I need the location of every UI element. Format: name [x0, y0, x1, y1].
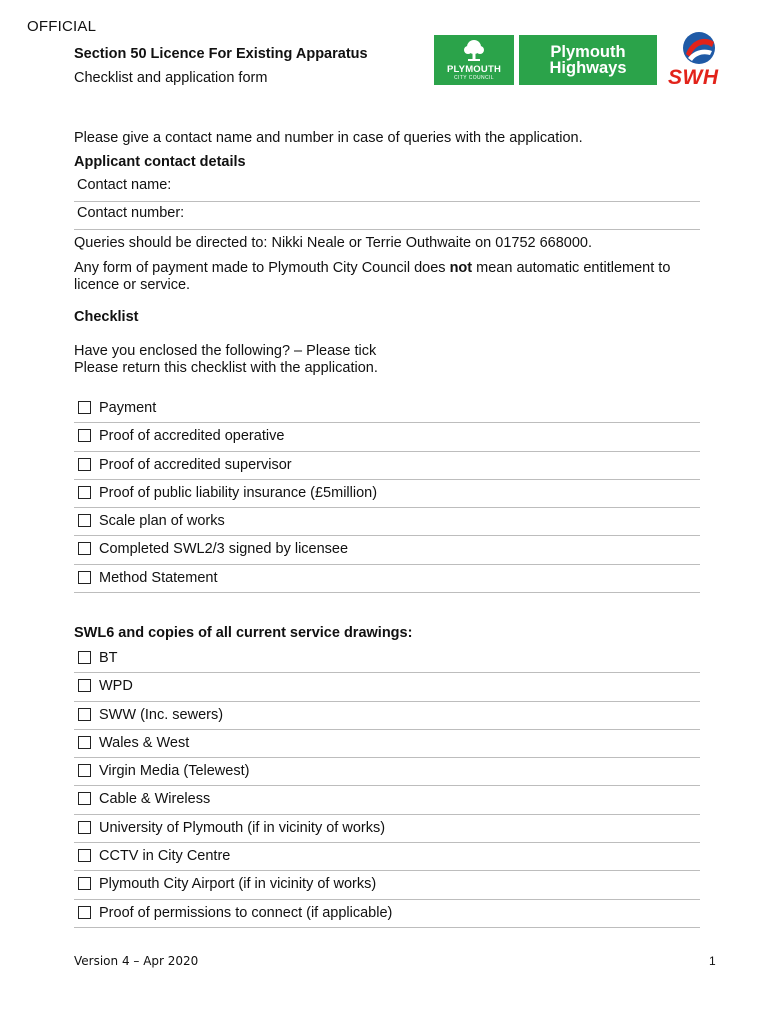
checkbox[interactable] [78, 708, 91, 721]
checklist-item [74, 480, 700, 508]
swh-emblem-icon [678, 30, 720, 66]
drawing-item-label: University of Plymouth (if in vicinity of works) [99, 819, 386, 836]
checklist-instruction: Have you enclosed the following? – Please tick [74, 343, 377, 359]
queries-text: Queries should be directed to: Nikki Neale or Terrie Outhwaite on 01752 668000. [74, 235, 593, 251]
applicant-contact-heading: Applicant contact details [74, 154, 246, 170]
checkbox[interactable] [78, 571, 91, 584]
checkbox[interactable] [78, 849, 91, 862]
checklist-item [74, 565, 700, 593]
checklist-item-label: Completed SWL2/3 signed by licensee [99, 541, 349, 558]
checklist-item [74, 452, 700, 480]
drawing-item-label: SWW (Inc. sewers) [99, 706, 224, 723]
pcc-logo-line1: PLYMOUTH [446, 64, 502, 75]
checklist-item-label: Proof of accredited supervisor [99, 456, 292, 473]
highways-logo-line2: Highways [549, 59, 627, 77]
contact-name-field[interactable] [74, 173, 700, 202]
checkbox[interactable] [78, 429, 91, 442]
footer-version: Version 4 – Apr 2020 [74, 954, 199, 968]
checkbox[interactable] [78, 679, 91, 692]
checklist-item-label: Proof of public liability insurance (£5million) [99, 484, 378, 501]
checklist-return-note: Please return this checklist with the application. [74, 360, 378, 376]
drawing-item [74, 815, 700, 843]
drawing-item [74, 843, 700, 871]
checkbox[interactable] [78, 514, 91, 527]
service-drawings-heading: SWL6 and copies of all current service drawings: [74, 625, 413, 641]
checklist-item-label: Scale plan of works [99, 513, 225, 530]
checkbox[interactable] [78, 877, 91, 890]
contact-intro-text: Please give a contact name and number in case of queries with the application. [74, 130, 583, 146]
checklist-item-label: Method Statement [99, 569, 218, 586]
drawing-item [74, 900, 700, 928]
drawing-item-label: Plymouth City Airport (if in vicinity of works) [99, 876, 377, 893]
checkbox[interactable] [78, 401, 91, 414]
drawing-item-label: Proof of permissions to connect (if applicable) [99, 904, 393, 921]
document-subtitle: Checklist and application form [74, 70, 268, 86]
drawing-item [74, 645, 700, 673]
drawing-item-label: BT [99, 650, 118, 666]
drawing-item [74, 786, 700, 814]
payment-note-emphasis: not [449, 260, 473, 276]
swh-logo-text: SWH [668, 66, 719, 89]
payment-note-start: Any form of payment made to Plymouth City Council does [74, 260, 450, 276]
highways-logo-line1: Plymouth [550, 43, 626, 61]
drawing-item-label: Wales & West [99, 734, 190, 751]
contact-number-field[interactable] [74, 201, 700, 230]
checkbox[interactable] [78, 651, 91, 664]
checklist-item-label: Payment [99, 400, 157, 416]
checkbox[interactable] [78, 792, 91, 805]
plymouth-city-council-logo [434, 35, 514, 85]
swh-logo [664, 30, 734, 90]
drawing-item [74, 758, 700, 786]
checklist-item-label: Proof of accredited operative [99, 428, 285, 445]
classification-label: OFFICIAL [27, 18, 97, 35]
pcc-logo-line2: CITY COUNCIL [454, 75, 494, 81]
checkbox[interactable] [78, 821, 91, 834]
checklist-heading: Checklist [74, 309, 139, 325]
drawing-item-label: WPD [99, 678, 133, 695]
tree-icon [461, 38, 487, 64]
document-title: Section 50 Licence For Existing Apparatus [74, 46, 368, 62]
drawing-item-label: Virgin Media (Telewest) [99, 763, 250, 780]
drawing-item-label: CCTV in City Centre [99, 848, 231, 865]
service-drawings-items [74, 645, 700, 928]
drawing-item [74, 702, 700, 730]
drawing-item-label: Cable & Wireless [99, 791, 211, 808]
payment-note-end: mean automatic entitlement to licence or service. [74, 260, 671, 293]
payment-note [74, 260, 714, 294]
checkbox[interactable] [78, 486, 91, 499]
contact-name-label: Contact name: [77, 177, 172, 193]
checkbox[interactable] [78, 542, 91, 555]
checklist-items [74, 395, 700, 593]
drawing-item [74, 730, 700, 758]
contact-number-label: Contact number: [77, 205, 185, 221]
checkbox[interactable] [78, 736, 91, 749]
checkbox[interactable] [78, 764, 91, 777]
checklist-item [74, 423, 700, 451]
plymouth-highways-logo [519, 35, 657, 85]
drawing-item [74, 871, 700, 899]
checklist-item [74, 536, 700, 564]
checklist-item [74, 395, 700, 423]
checklist-item [74, 508, 700, 536]
checkbox[interactable] [78, 906, 91, 919]
page-number: 1 [709, 954, 716, 968]
checkbox[interactable] [78, 458, 91, 471]
drawing-item [74, 673, 700, 701]
